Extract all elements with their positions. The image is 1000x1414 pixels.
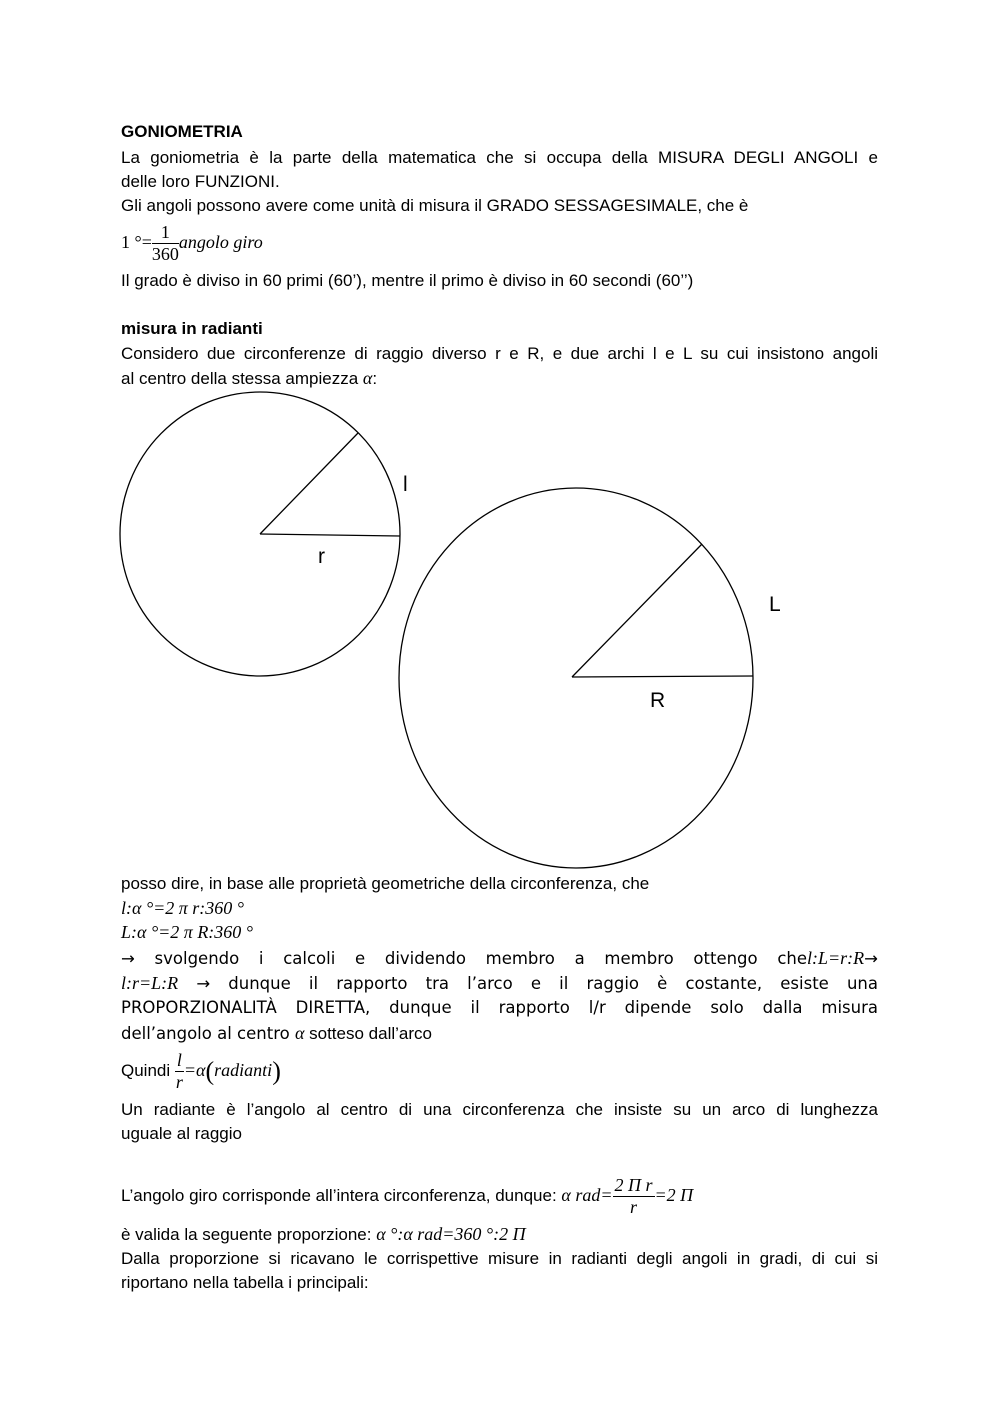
paren-open: ( [205,1056,215,1086]
intro-line-2: delle loro FUNZIONI. [121,172,280,191]
degree-fraction-denominator: 360 [151,244,179,265]
small-circle-angle-ray [260,433,358,534]
equation-large-circle: L:α °=2 π R:360 ° [121,922,254,942]
derivation-line-6-end: sotteso dall’arco [304,1024,432,1043]
small-radius-label: r [318,545,325,568]
l-over-r-fraction [175,1050,184,1093]
derivation-line-5: PROPORZIONALITÀ DIRETTA, dunque il rapporto l/r dipende solo dalla misura [121,998,878,1017]
equals-2pi: =2 Π [654,1185,694,1205]
quindi-word: Quindi [121,1061,175,1080]
conclusion-line-2: riportano nella tabella i principali: [121,1273,369,1292]
radiant-line-1: Un radiante è l’angolo al centro di una circonferenza che insiste su un arco di lunghezza [121,1100,878,1119]
intro-line-3: Gli angoli possono avere come unità di misura il GRADO SESSAGESIMALE, che è [121,196,749,215]
derivation-line-3-text: → svolgendo i calcoli e dividendo membro a membro ottengo che [121,949,808,968]
paren-close: ) [272,1056,281,1086]
alpha-rad-equals: α rad= [561,1185,613,1205]
full-angle-formula [121,1170,878,1221]
degree-formula-rhs: angolo giro [178,232,263,252]
colon: : [372,369,378,388]
alpha-symbol: α [362,368,373,388]
large-circle [399,488,753,868]
radian-definition-formula [121,1046,878,1096]
proportion-line [121,1222,878,1247]
small-circle-radius [260,534,400,536]
fraction-denominator-r: r [175,1072,183,1093]
radianti-word: radianti [214,1060,273,1080]
section-paragraph-line-1: Considero due circonferenze di raggio diverso r e R, e due archi l e L su cui insistono angoli [121,344,878,363]
equation-small-circle: l:α °=2 π r:360 ° [121,898,245,918]
proportion-equation: α °:α rad=360 °:2 Π [376,1224,526,1244]
ratio-equation-1: l:L=r:R [807,948,865,968]
page-title: GONIOMETRIA [121,122,243,141]
small-arc-label: l [403,473,408,496]
section-paragraph-text: al centro della stessa ampiezza [121,369,363,388]
section-heading: misura in radianti [121,319,263,338]
proportion-text: è valida la seguente proporzione: [121,1225,377,1244]
fraction-numerator-2pir: 2 Π r [614,1175,653,1196]
full-angle-text: L’angolo giro corrisponde all’intera circonferenza, dunque: [121,1186,562,1205]
degree-formula-lhs: 1 °= [121,232,152,252]
derivation-line-4-text: → dunque il rapporto tra l’arco e il raggio è costante, esiste una [196,974,878,993]
conclusion-line-1: Dalla proporzione si ricavano le corrispettive misure in radianti degli angoli in gradi, di cui si [121,1249,878,1268]
large-circle-radius [572,676,753,677]
large-radius-label: R [650,689,666,712]
derivation-line-6-text: dell’angolo al centro [121,1024,295,1043]
alpha-symbol: α [294,1023,305,1043]
degree-fraction-numerator: 1 [152,222,179,244]
fraction-numerator-l: l [176,1050,182,1071]
fraction-denominator-r: r [630,1197,638,1218]
intro-line-1: La goniometria è la parte della matematica che si occupa della MISURA DEGLI ANGOLI e [121,148,878,167]
intro-line-4: Il grado è diviso in 60 primi (60’), mentre il primo è diviso in 60 secondi (60’’) [121,271,694,290]
derivation-line-4 [121,971,878,996]
large-arc-label: L [769,593,781,616]
alpha-equals: =α [183,1060,206,1080]
derivation-line-6 [121,1021,878,1046]
ratio-equation-2: l:r=L:R [121,973,179,993]
large-circle-angle-ray [572,544,702,677]
derivation-line-3 [121,946,878,971]
derivation-line-1: posso dire, in base alle proprietà geometriche della circonferenza, che [121,874,650,893]
arrow-symbol: → [864,949,878,968]
radiant-line-2: uguale al raggio [121,1124,242,1143]
full-angle-fraction [613,1175,655,1218]
